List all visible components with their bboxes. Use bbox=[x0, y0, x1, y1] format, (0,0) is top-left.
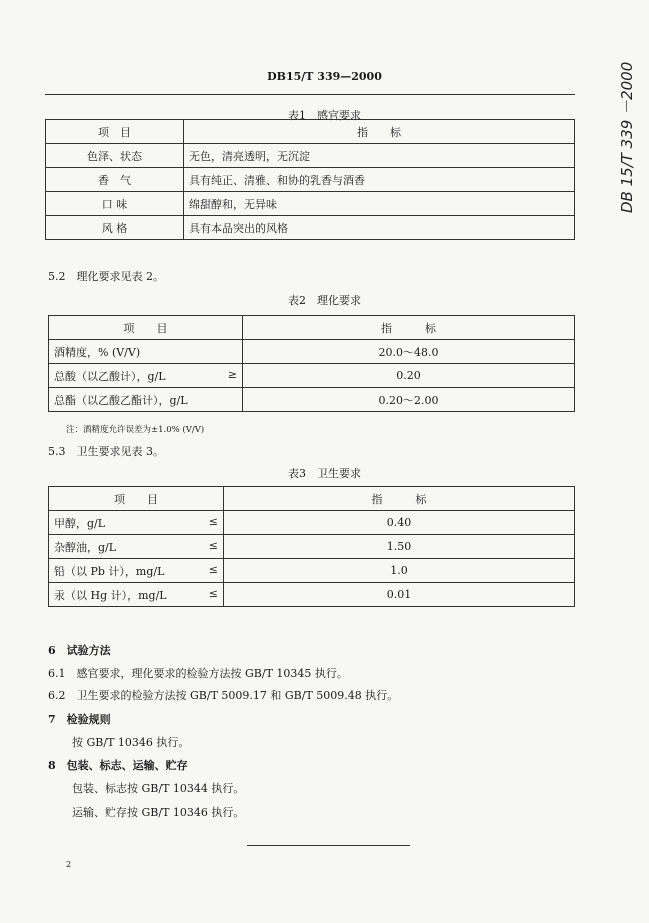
comparison-symbol: ≤ bbox=[208, 586, 218, 600]
section-5-3-text: 5.3 卫生要求见表 3。 bbox=[48, 445, 164, 458]
table1-row-value: 具有本品突出的风格 bbox=[184, 216, 575, 240]
table-row bbox=[46, 216, 575, 240]
table2-row-value: 0.20 bbox=[243, 364, 575, 388]
table1-row-value: 绵甜醇和，无异味 bbox=[184, 192, 575, 216]
item-label: 总酯（以乙酸乙酯计），g/L bbox=[54, 393, 188, 407]
table2-row-item bbox=[49, 364, 243, 388]
table3-row-value: 0.40 bbox=[224, 511, 575, 535]
item-label: 杂醇油，g/L bbox=[54, 540, 117, 554]
table2-header-value: 指 标 bbox=[243, 316, 575, 340]
item-label: 总酸（以乙酸计），g/L bbox=[54, 369, 166, 383]
table1-row-item: 色泽、状态 bbox=[46, 144, 184, 168]
table-header-row bbox=[49, 316, 575, 340]
table1-header-value: 指 标 bbox=[184, 120, 575, 144]
comparison-symbol: ≤ bbox=[208, 562, 218, 576]
header-divider bbox=[45, 94, 575, 95]
comparison-symbol: ≤ bbox=[208, 538, 218, 552]
table-header-row bbox=[49, 487, 575, 511]
table1-row-item: 风 格 bbox=[46, 216, 184, 240]
page-number: 2 bbox=[66, 860, 72, 869]
table1-header-item: 项 目 bbox=[46, 120, 184, 144]
table2-note: 注：酒精度允许误差为±1.0% (V/V) bbox=[66, 425, 205, 435]
section-8-1-text: 包装、标志按 GB/T 10344 执行。 bbox=[72, 782, 245, 795]
item-label: 甲醇，g/L bbox=[54, 516, 106, 530]
table3-header-value: 指 标 bbox=[224, 487, 575, 511]
table-row bbox=[49, 340, 575, 364]
table1 bbox=[45, 119, 575, 240]
standard-code: DB15/T 339—2000 bbox=[267, 70, 382, 83]
table3-row-item bbox=[49, 511, 224, 535]
table3-row-item bbox=[49, 583, 224, 607]
table-row bbox=[49, 559, 575, 583]
table-row bbox=[49, 511, 575, 535]
section-7-text: 按 GB/T 10346 执行。 bbox=[72, 736, 190, 749]
table1-row-item: 香 气 bbox=[46, 168, 184, 192]
table3 bbox=[48, 486, 575, 607]
item-label: 铅（以 Pb 计），mg/L bbox=[54, 564, 165, 578]
table3-row-item bbox=[49, 559, 224, 583]
table-row bbox=[46, 168, 575, 192]
table2-row-item bbox=[49, 388, 243, 412]
section-6-1-text: 6.1 感官要求，理化要求的检验方法按 GB/T 10345 执行。 bbox=[48, 667, 348, 680]
section-5-2-text: 5.2 理化要求见表 2。 bbox=[48, 270, 164, 283]
table1-caption: 表1 感官要求 bbox=[288, 109, 361, 122]
table-row bbox=[46, 144, 575, 168]
table1-row-item: 口 味 bbox=[46, 192, 184, 216]
table-row bbox=[49, 388, 575, 412]
comparison-symbol: ≥ bbox=[227, 367, 237, 381]
table2-row-value: 0.20～2.00 bbox=[243, 388, 575, 412]
section-6-2-text: 6.2 卫生要求的检验方法按 GB/T 5009.17 和 GB/T 5009.48 执行。 bbox=[48, 689, 399, 702]
end-rule bbox=[247, 845, 410, 846]
table1-row-value: 无色，清亮透明，无沉淀 bbox=[184, 144, 575, 168]
table2 bbox=[48, 315, 575, 412]
table3-caption: 表3 卫生要求 bbox=[288, 467, 361, 480]
table2-caption: 表2 理化要求 bbox=[288, 294, 361, 307]
table3-row-item bbox=[49, 535, 224, 559]
table-row bbox=[49, 583, 575, 607]
table2-row-item bbox=[49, 340, 243, 364]
section-7-title: 7 检验规则 bbox=[48, 713, 111, 726]
table2-row-value: 20.0～48.0 bbox=[243, 340, 575, 364]
item-label: 酒精度，% (V/V) bbox=[54, 345, 141, 359]
table3-row-value: 0.01 bbox=[224, 583, 575, 607]
table2-header-item: 项 目 bbox=[49, 316, 243, 340]
table-header-row bbox=[46, 120, 575, 144]
comparison-symbol: ≤ bbox=[208, 514, 218, 528]
table-row bbox=[49, 364, 575, 388]
section-8-2-text: 运输、贮存按 GB/T 10346 执行。 bbox=[72, 806, 245, 819]
table3-row-value: 1.0 bbox=[224, 559, 575, 583]
section-8-title: 8 包装、标志、运输、贮存 bbox=[48, 759, 188, 772]
table3-header-item: 项 目 bbox=[49, 487, 224, 511]
table-row bbox=[49, 535, 575, 559]
table1-row-value: 具有纯正、清雅、和协的乳香与酒香 bbox=[184, 168, 575, 192]
handwritten-text: DB 15/T 339 －2000 bbox=[618, 61, 636, 213]
handwritten-annotation bbox=[612, 55, 642, 215]
table-row bbox=[46, 192, 575, 216]
table3-row-value: 1.50 bbox=[224, 535, 575, 559]
item-label: 汞（以 Hg 计），mg/L bbox=[54, 588, 167, 602]
section-6-title: 6 试验方法 bbox=[48, 644, 111, 657]
